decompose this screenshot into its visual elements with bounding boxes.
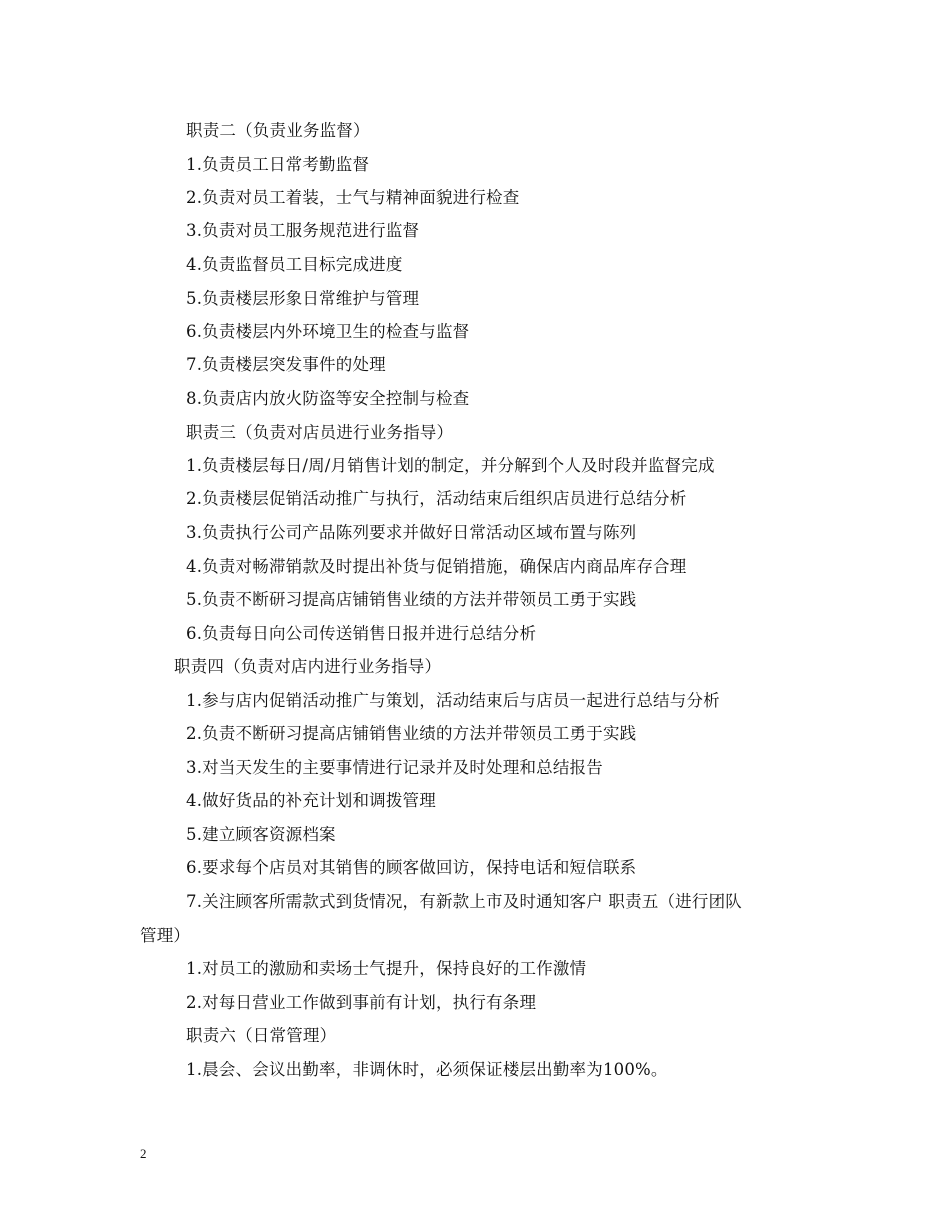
list-item: 3.负责执行公司产品陈列要求并做好日常活动区域布置与陈列 <box>186 523 637 542</box>
list-item: 5.负责楼层形象日常维护与管理 <box>186 289 420 308</box>
list-item: 7.关注顾客所需款式到货情况，有新款上市及时通知客户 职责五（进行团队 <box>186 892 742 911</box>
list-item: 5.建立顾客资源档案 <box>186 825 336 844</box>
list-item: 3.对当天发生的主要事情进行记录并及时处理和总结报告 <box>186 758 603 777</box>
list-item: 3.负责对员工服务规范进行监督 <box>186 221 420 240</box>
list-item: 2.负责楼层促销活动推广与执行，活动结束后组织店员进行总结分析 <box>186 489 687 508</box>
list-item: 1.对员工的激励和卖场士气提升，保持良好的工作激情 <box>186 959 587 978</box>
list-item: 2.对每日营业工作做到事前有计划，执行有条理 <box>186 993 537 1012</box>
list-item: 1.负责楼层每日/周/月销售计划的制定，并分解到个人及时段并监督完成 <box>186 456 715 475</box>
list-item: 6.负责楼层内外环境卫生的检查与监督 <box>186 322 470 341</box>
list-item: 4.负责对畅滞销款及时提出补货与促销措施，确保店内商品库存合理 <box>186 557 687 576</box>
list-item: 4.负责监督员工目标完成进度 <box>186 255 403 274</box>
list-item: 2.负责对员工着装，士气与精神面貌进行检查 <box>186 188 520 207</box>
list-item: 1.晨会、会议出勤率，非调休时，必须保证楼层出勤率为100%。 <box>186 1060 668 1079</box>
list-item: 1.负责员工日常考勤监督 <box>186 155 370 174</box>
list-item: 6.要求每个店员对其销售的顾客做回访，保持电话和短信联系 <box>186 858 637 877</box>
list-item: 8.负责店内放火防盗等安全控制与检查 <box>186 389 470 408</box>
section-heading-2: 职责二（负责业务监督） <box>186 121 370 140</box>
section-heading-6: 职责六（日常管理） <box>186 1026 337 1045</box>
section-heading-3: 职责三（负责对店员进行业务指导） <box>186 423 454 442</box>
list-item: 5.负责不断研习提高店铺销售业绩的方法并带领员工勇于实践 <box>186 590 637 609</box>
list-item: 6.负责每日向公司传送销售日报并进行总结分析 <box>186 624 537 643</box>
section-heading-4: 职责四（负责对店内进行业务指导） <box>174 657 442 676</box>
list-item: 2.负责不断研习提高店铺销售业绩的方法并带领员工勇于实践 <box>186 724 637 743</box>
page-number: 2 <box>140 1146 147 1161</box>
list-item: 7.负责楼层突发事件的处理 <box>186 355 386 374</box>
list-item: 4.做好货品的补充计划和调拨管理 <box>186 791 436 810</box>
list-item: 1.参与店内促销活动推广与策划，活动结束后与店员一起进行总结与分析 <box>186 691 720 710</box>
list-item-continuation: 管理） <box>140 926 191 945</box>
